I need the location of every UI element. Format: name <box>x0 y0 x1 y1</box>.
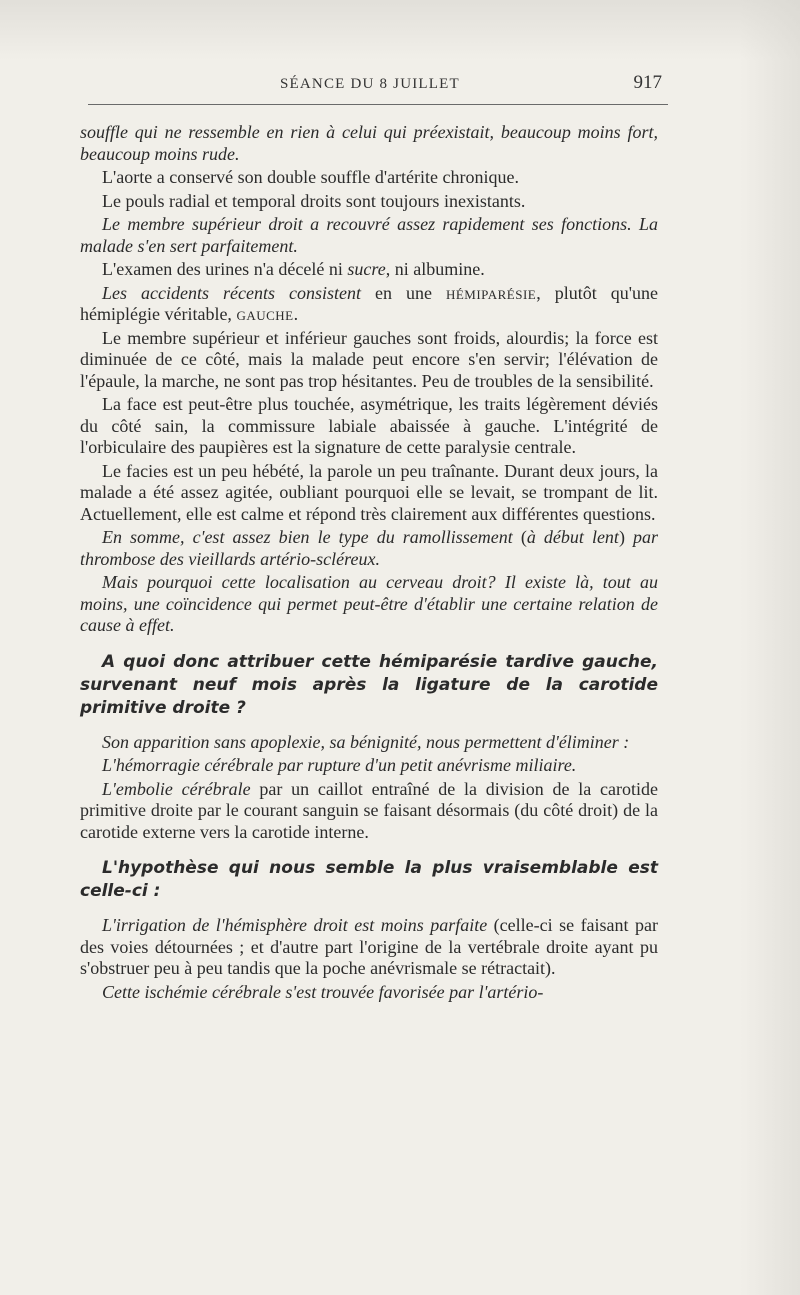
paragraph: La face est peut-être plus touchée, asymétrique, les traits légèrement déviés du côté sain, la commissure labiale abaissée à gauche. L'intégrité de l'orbiculaire des paupières est la signature de cette paralysie centrale. <box>80 394 658 457</box>
paragraph: Son apparition sans apoplexie, sa bénignité, nous permettent d'éliminer : <box>102 731 630 752</box>
page-header <box>80 70 670 100</box>
text-run-italic: L'irrigation de l'hémisphère droit est moins parfaite <box>102 915 488 935</box>
paragraph: Mais pourquoi cette localisation au cerveau droit? Il existe là, tout au moins, une coïncidence qui permet peut-être d'établir une certaine relation de cause à effet. <box>80 572 658 635</box>
paragraph: L'hémorragie cérébrale par rupture d'un petit anévrisme miliaire. <box>102 755 577 775</box>
text-run: . <box>293 304 299 324</box>
section-heading: A quoi donc attribuer cette hémiparésie tardive gauche, survenant neuf mois après la ligature de la carotide primitive droite ? <box>80 651 658 718</box>
page-number: 917 <box>633 72 662 93</box>
paragraph <box>80 259 658 281</box>
paragraph: souffle qui ne ressemble en rien à celui qui préexistait, beaucoup moins fort, beaucoup moins rude. <box>80 122 658 164</box>
text-run: par un caillot entraîné de la division de la carotide primitive droite par le courant sanguin se faisant désormais (du côté droit) de la carotide externe vers la carotide interne. <box>80 778 658 842</box>
paragraph: Le facies est un peu hébété, la parole un peu traînante. Durant deux jours, la malade a été assez agitée, oubliant pourquoi elle se levait, se trompant de lit. Actuellement, elle est calme et répond très clairement aux différentes questions. <box>80 460 658 524</box>
text-run-italic: par thrombose des vieillards artério-scléreux. <box>80 527 659 569</box>
text-run-italic: Les accidents récents consistent <box>102 282 361 303</box>
text-run-small-caps: hémiparésie <box>445 282 537 303</box>
text-run: en une <box>360 282 446 303</box>
section-heading: L'hypothèse qui nous semble la plus vraisemblable est celle-ci : <box>80 858 658 901</box>
paragraph: Le pouls radial et temporal droits sont toujours inexistants. <box>102 190 526 211</box>
page-shadow-top <box>0 0 800 60</box>
paragraph: L'aorte a conservé son double souffle d'artérite chronique. <box>102 167 519 187</box>
paragraph <box>80 915 658 980</box>
text-run: ( <box>520 527 527 547</box>
text-run: , ni albumine. <box>385 259 485 279</box>
page-shadow-right <box>740 0 800 1295</box>
text-run: (celle-ci se faisant par des voies détournées ; et d'autre part l'origine de la vertébrale droite ayant pu s'obstruer peu à peu tandis que la poche anévrismale se rétractait). <box>80 915 659 978</box>
running-head: SÉANCE DU 8 JUILLET <box>280 76 460 92</box>
paragraph: Le membre supérieur et inférieur gauches sont froids, alourdis; la force est diminuée de ce côté, mais la malade peut encore s'en servir; l'élévation de l'épaule, la marche, ne sont pas trop hésitantes. Peu de troubles de la sensibilité. <box>80 327 658 391</box>
paragraph <box>80 283 658 326</box>
page-body <box>80 122 658 1005</box>
text-run-italic: En somme, c'est assez bien le type du ramollissement <box>102 527 521 547</box>
text-run-italic: à début lent <box>526 527 619 547</box>
paragraph <box>80 527 658 570</box>
header-rule <box>88 104 668 105</box>
paragraph: Le membre supérieur droit a recouvré assez rapidement ses fonctions. La malade s'en sert parfaitement. <box>80 214 658 256</box>
text-run: L'examen des urines n'a décelé ni <box>102 259 348 279</box>
text-run-italic: sucre <box>347 259 386 279</box>
text-run-italic: L'embolie cérébrale <box>102 778 251 799</box>
text-run: ) <box>618 527 625 547</box>
paragraph: Cette ischémie cérébrale s'est trouvée favorisée par l'artério- <box>102 981 544 1002</box>
text-run-small-caps: gauche <box>236 304 294 324</box>
paragraph <box>80 779 658 844</box>
text-run: , plutôt qu'une hémiplégie véritable, <box>80 282 658 324</box>
